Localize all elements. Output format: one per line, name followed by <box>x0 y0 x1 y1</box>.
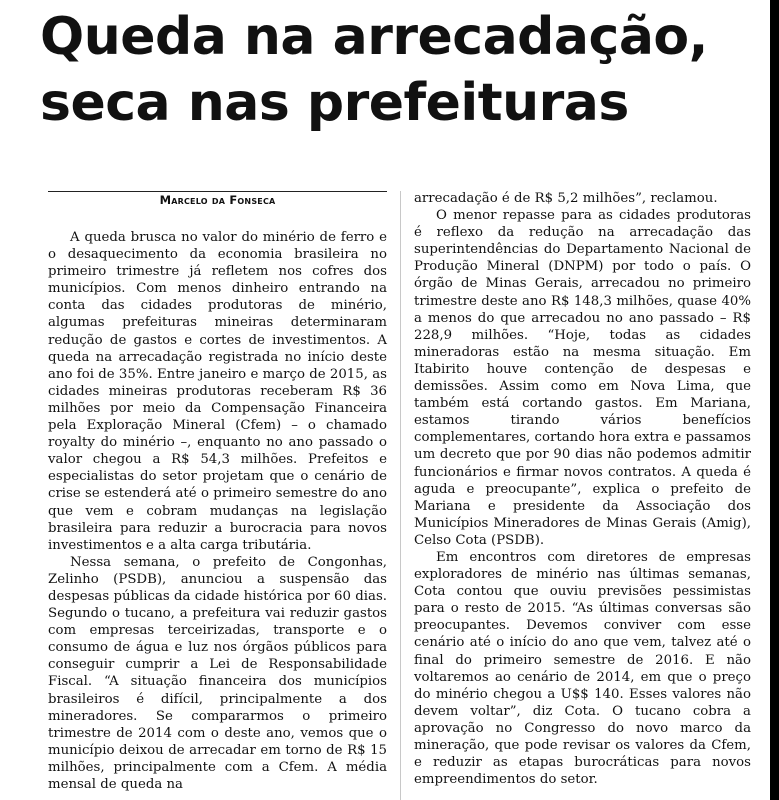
paragraph: Nessa semana, o prefeito de Congonhas, Zelinho (PSDB), anunciou a suspensão das despesas públicas da cidade histórica por 60 dias. Segundo o tucano, a prefeitura vai reduzir gastos com empresas terceirizadas, transporte e o consumo de água e luz nos órgãos públicos para conseguir cumprir a Lei de Responsabilidade Fiscal. “A situação financeira dos municípios brasileiros é difícil, principalmente a dos mineradores. Se compararmos o primeiro trimestre de 2014 com o deste ano, vemos que o município deixou de arrecadar em torno de R$ 15 milhões, principalmente com a Cfem. A média mensal de queda na <box>48 554 387 792</box>
paragraph: A queda brusca no valor do minério de ferro e o desaquecimento da economia brasileira no primeiro trimestre já refletem nos cofres dos municípios. Com menos dinheiro entrando na conta das cidades produtoras de minério, algumas prefeituras mineiras determinaram redução de gastos e cortes de investimentos. A queda na arrecadação registrada no início deste ano foi de 35%. Entre janeiro e março de 2015, as cidades mineiras produtoras receberam R$ 36 milhões por meio da Compensação Financeira pela Exploração Mineral (Cfem) – o chamado royalty do minério –, enquanto no ano passado o valor chegou a R$ 54,3 milhões. Prefeitos e especialistas do setor projetam que o cenário de crise se estenderá até o primeiro semestre do ano que vem e cobram mudanças na legislação brasileira para reduzir a burocracia para novos investimentos e a alta carga tributária. <box>48 230 387 553</box>
column-divider <box>400 191 401 800</box>
byline: Marcelo da Fonseca <box>159 193 276 207</box>
paragraph: Em encontros com diretores de empresas exploradores de minério nas últimas semanas, Cota contou que ouviu previsões pessimistas para o resto de 2015. “As últimas conversas são preocupantes. Devemos conviver com esse cenário até o início do ano que vem, talvez até o final do primeiro semestre de 2016. E não voltaremos ao cenário de 2014, em que o preço do minério chegou a U$$ 140. Esses valores não devem voltar”, diz Cota. O tucano cobra a aprovação no Congresso do novo marco da mineração, que pode revisar os valores da Cfem, e reduzir as etapas burocráticas para novos empreendimentos do setor. <box>414 549 751 788</box>
paragraph: arrecadação é de R$ 5,2 milhões”, reclamou. <box>414 191 718 206</box>
article-column-left <box>48 229 387 793</box>
headline-line-2: seca nas prefeituras <box>40 73 629 133</box>
headline-line-1: Queda na arrecadação, <box>40 7 708 67</box>
article-headline <box>40 4 760 136</box>
article-column-right <box>414 190 751 788</box>
page-edge-rule <box>770 0 779 800</box>
byline-rule <box>48 191 387 192</box>
paragraph: O menor repasse para as cidades produtoras é reflexo da redução na arrecadação das superintendências do Departamento Nacional de Produção Mineral (DNPM) por todo o país. O órgão de Minas Gerais, arrecadou no primeiro trimestre deste ano R$ 148,3 milhões, quase 40% a menos do que arrecadou no ano passado – R$ 228,9 milhões. “Hoje, todas as cidades mineradoras estão na mesma situação. Em Itabirito houve contenção de despesas e demissões. Assim como em Nova Lima, que também está cortando gastos. Em Mariana, estamos tirando vários benefícios complementares, cortando hora extra e passamos um decreto que por 90 dias não podemos admitir funcionários e firmar novos contratos. A queda é aguda e preocupante”, explica o prefeito de Mariana e presidente da Associação dos Municípios Mineradores de Minas Gerais (Amig), Celso Cota (PSDB). <box>414 208 751 548</box>
